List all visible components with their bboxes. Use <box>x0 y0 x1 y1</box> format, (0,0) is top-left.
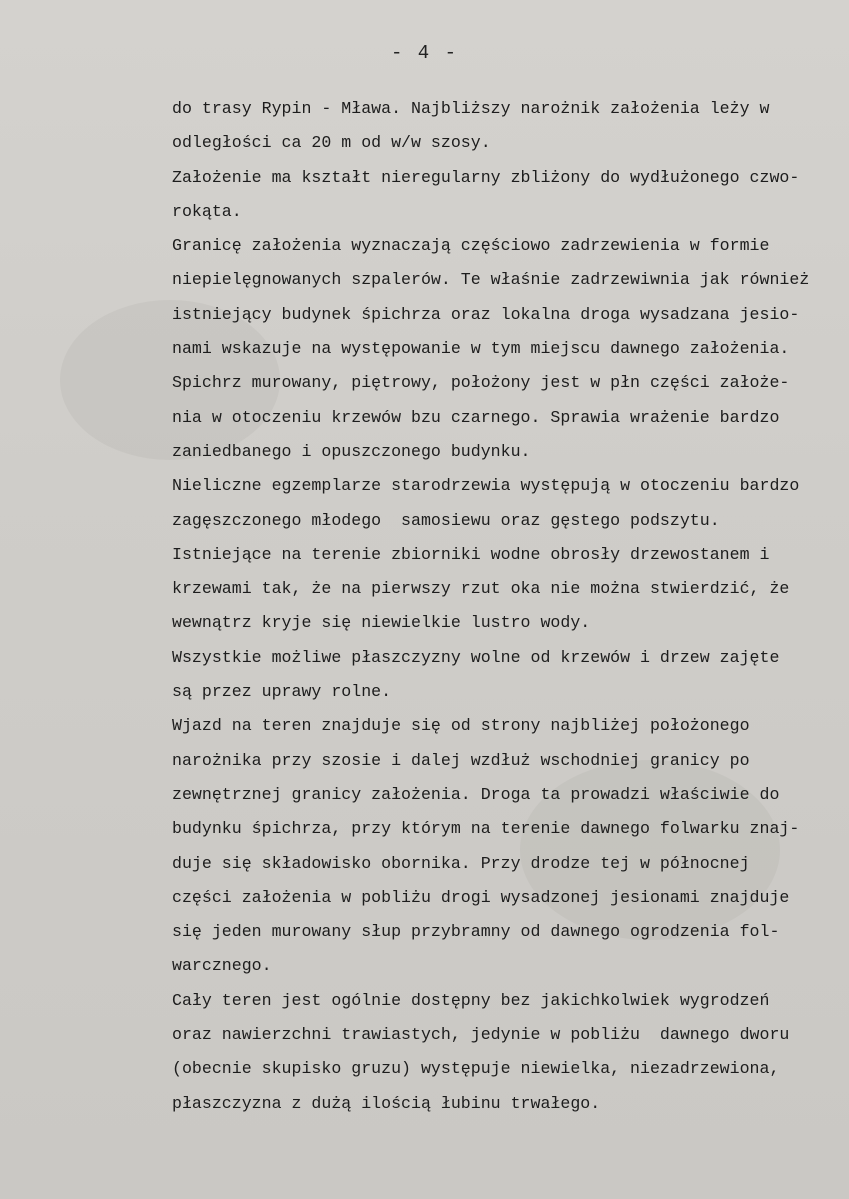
text-line: krzewami tak, że na pierwszy rzut oka nie można stwierdzić, że <box>172 579 790 599</box>
text-line: istniejący budynek śpichrza oraz lokalna droga wysadzana jesio- <box>172 304 800 324</box>
text-line: Cały teren jest ogólnie dostępny bez jakichkolwiek wygrodzeń <box>172 990 770 1010</box>
text-line: Wszystkie możliwe płaszczyzny wolne od krzewów i drzew zajęte <box>172 647 780 667</box>
text-line: Spichrz murowany, piętrowy, położony jest w płn części założe- <box>172 373 790 393</box>
text-line: rokąta. <box>172 201 242 221</box>
text-line: się jeden murowany słup przybramny od dawnego ogrodzenia fol- <box>172 922 780 942</box>
text-line: (obecnie skupisko gruzu) występuje niewielka, niezadrzewiona, <box>172 1059 780 1079</box>
text-line: Nieliczne egzemplarze starodrzewia występują w otoczeniu bardzo <box>172 476 800 496</box>
text-line: budynku śpichrza, przy którym na terenie dawnego folwarku znaj- <box>172 819 800 839</box>
text-line: zaniedbanego i opuszczonego budynku. <box>172 441 531 461</box>
text-line: niepielęgnowanych szpalerów. Te właśnie zadrzewiwnia jak również <box>172 270 810 290</box>
text-line: Wjazd na teren znajduje się od strony najbliżej położonego <box>172 716 750 736</box>
text-line: zewnętrznej granicy założenia. Droga ta prowadzi właściwie do <box>172 784 780 804</box>
text-line: oraz nawierzchni trawiastych, jedynie w pobliżu dawnego dworu <box>172 1025 790 1045</box>
text-line: nami wskazuje na występowanie w tym miejscu dawnego założenia. <box>172 339 790 359</box>
typewritten-body <box>172 92 836 1121</box>
text-line: narożnika przy szosie i dalej wzdłuż wschodniej granicy po <box>172 750 750 770</box>
text-line: części założenia w pobliżu drogi wysadzonej jesionami znajduje <box>172 887 790 907</box>
text-line: płaszczyzna z dużą ilością łubinu trwałego. <box>172 1093 601 1113</box>
page-number: - 4 - <box>390 42 458 64</box>
text-line: warcznego. <box>172 956 272 976</box>
text-line: Istniejące na terenie zbiorniki wodne obrosły drzewostanem i <box>172 544 770 564</box>
text-line: odległości ca 20 m od w/w szosy. <box>172 133 491 153</box>
text-line: wewnątrz kryje się niewielkie lustro wody. <box>172 613 591 633</box>
text-line: duje się składowisko obornika. Przy drodze tej w północnej <box>172 853 750 873</box>
text-line: zagęszczonego młodego samosiewu oraz gęstego podszytu. <box>172 510 720 530</box>
text-line: nia w otoczeniu krzewów bzu czarnego. Sprawia wrażenie bardzo <box>172 407 780 427</box>
text-line: Granicę założenia wyznaczają częściowo zadrzewienia w formie <box>172 236 770 256</box>
text-line: są przez uprawy rolne. <box>172 682 392 702</box>
text-line: do trasy Rypin - Mława. Najbliższy narożnik założenia leży w <box>172 99 770 118</box>
text-line: Założenie ma kształt nieregularny zbliżony do wydłużonego czwo- <box>172 167 800 187</box>
